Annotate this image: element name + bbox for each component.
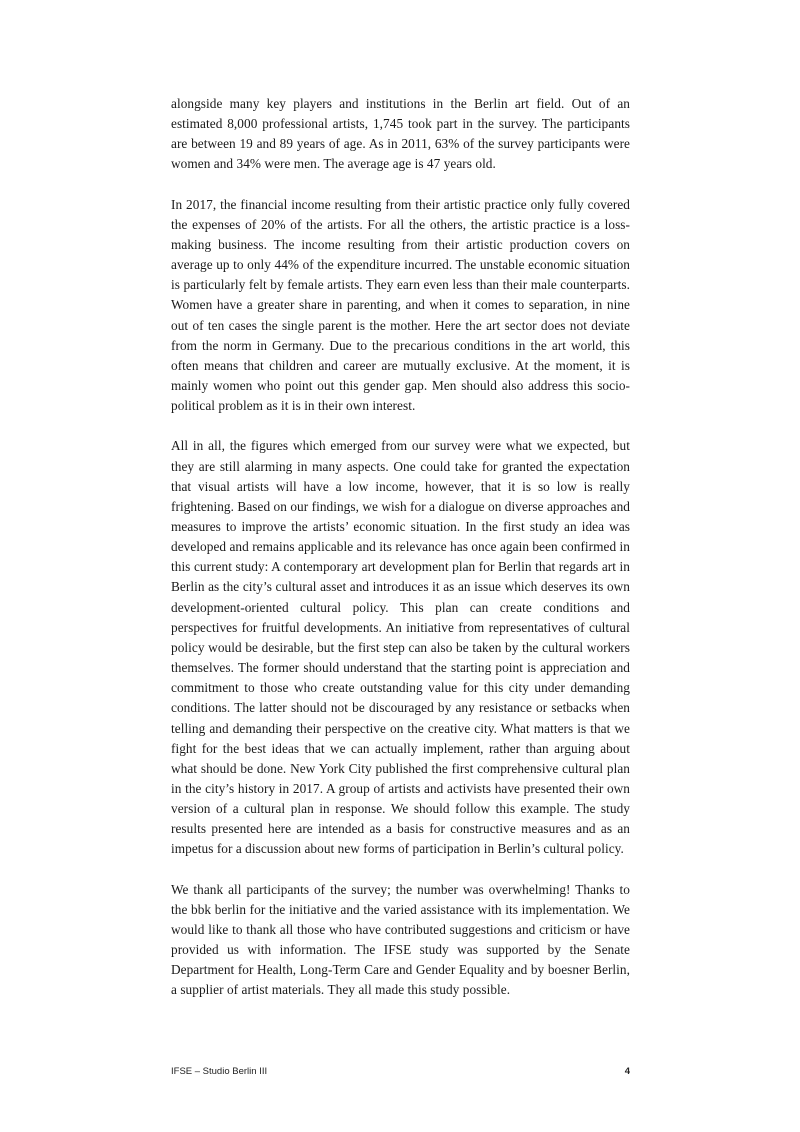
footer-title: IFSE – Studio Berlin III [171, 1066, 268, 1077]
paragraph-survey-conclusions: All in all, the figures which emerged from our survey were what we expected, but they are still alarming in many aspects. One could take for granted the expectation that visual artists will have a low income, however, that it is so low is really frightening. Based on our findings, we wish for a dialogue on diverse approaches and measures to improve the artists’ economic situation. In the first study an idea was developed and remains applicable and its relevance has once again been confirmed in this current study: A contemporary art development plan for Berlin that regards art in Berlin as the city’s cultural asset and introduces it as an issue which deserves its own development-oriented cultural policy. This plan can create conditions and perspectives for fruitful developments. An initiative from representatives of cultural policy would be desirable, but the first step can also be taken by the cultural workers themselves. The former should understand that the starting point is appreciation and commitment to those who create outstanding value for this city under demanding conditions. The latter should not be discouraged by any resistance or setbacks when telling and demanding their perspective on the creative city. What matters is that we fight for the best ideas that we can actually implement, rather than arguing about what should be done. New York City published the first comprehensive cultural plan in the city’s history in 2017. A group of artists and activists have presented their own version of a cultural plan in response. We should follow this example. The study results presented here are intended as a basis for constructive measures and as an impetus for a discussion about new forms of participation in Berlin’s cultural policy. [171, 438, 631, 857]
page-number: 4 [624, 1066, 630, 1077]
page-footer [171, 1066, 630, 1077]
paragraph-financial-income: In 2017, the financial income resulting from their artistic practice only fully covered the expenses of 20% of the artists. For all the others, the artistic practice is a loss-making business. The income resulting from their artistic production covers on average up to only 44% of the expenditure incurred. The unstable economic situation is particularly felt by female artists. They earn even less than their male counterparts. Women have a greater share in parenting, and when it comes to separation, in nine out of ten cases the single parent is the mother. Here the art sector does not deviate from the norm in Germany. Due to the precarious conditions in the art world, this often means that children and career are mutually exclusive. At the moment, it is mainly women who point out this gender gap. Men should also address this socio-political problem as it is in their own interest. [171, 196, 630, 414]
paragraph-acknowledgements: We thank all participants of the survey; the number was overwhelming! Thanks to the bbk berlin for the initiative and the varied assistance with its implementation. We would like to thank all those who have contributed suggestions and criticism or have provided us with information. The IFSE study was supported by the Senate Department for Health, Long-Term Care and Gender Equality and by boesner Berlin, a supplier of artist materials. They all made this study possible. [171, 881, 630, 998]
document-body [171, 94, 630, 1021]
paragraph-survey-participants: alongside many key players and institutions in the Berlin art field. Out of an estimated 8,000 professional artists, 1,745 took part in the survey. The participants are between 19 and 89 years of age. As in 2011, 63% of the survey participants were women and 34% were men. The average age is 47 years old. [171, 96, 630, 172]
